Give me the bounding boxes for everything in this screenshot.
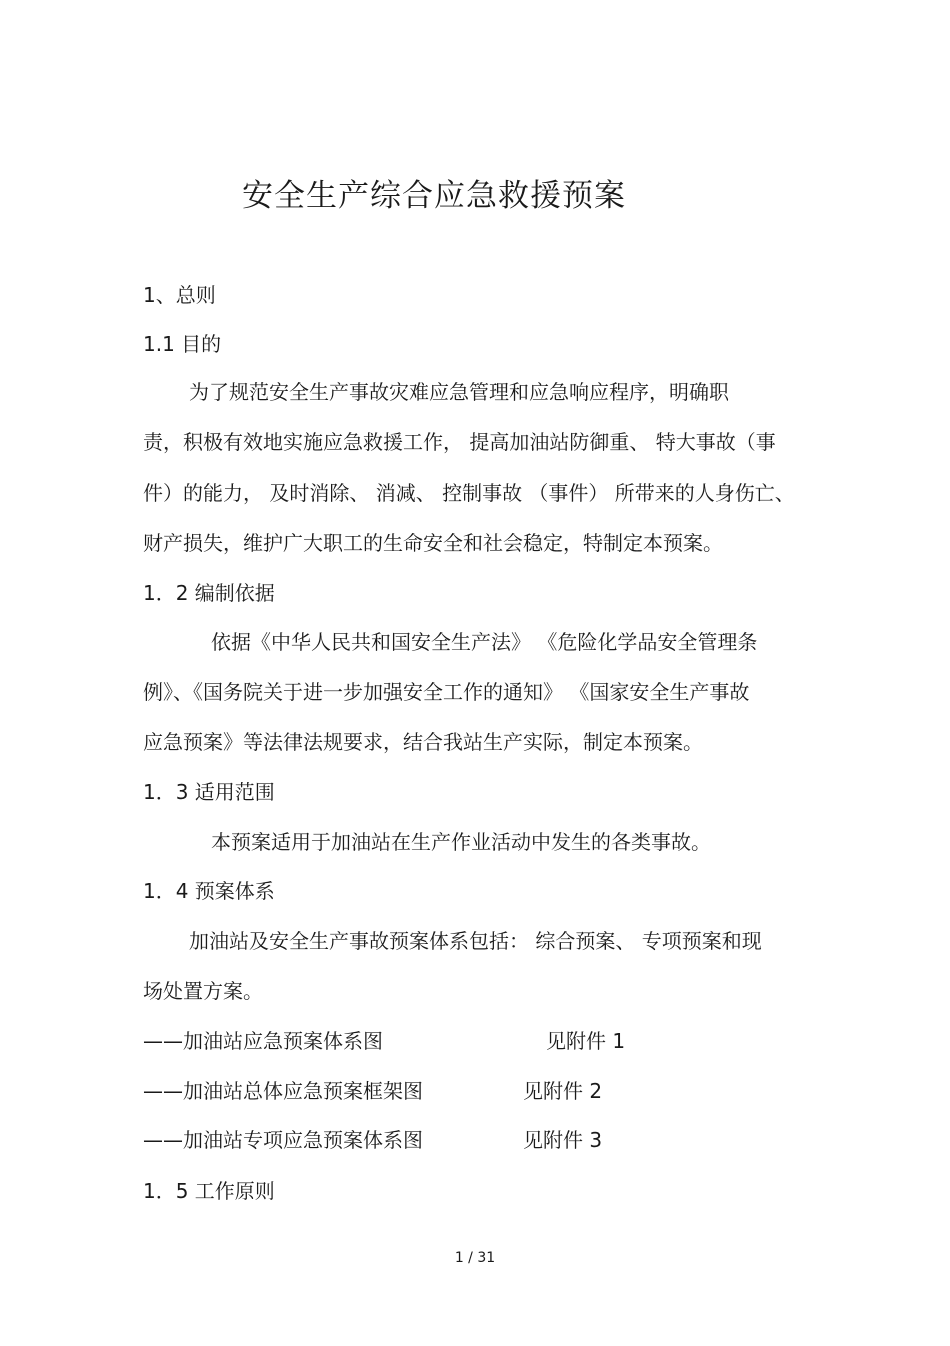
paragraph-line: 依据《中华人民共和国安全生产法》 《危险化学品安全管理条 xyxy=(211,630,758,654)
section-heading-scope: 1．3 适用范围 xyxy=(143,780,275,804)
paragraph-line: 应急预案》等法律法规要求，结合我站生产实际，制定本预案。 xyxy=(143,730,703,754)
document-title: 安全生产综合应急救援预案 xyxy=(242,178,626,214)
paragraph-line: 加油站及安全生产事故预案体系包括： 综合预案、 专项预案和现 xyxy=(189,929,762,953)
paragraph-line: 场处置方案。 xyxy=(143,979,263,1003)
paragraph-line: 本预案适用于加油站在生产作业活动中发生的各类事故。 xyxy=(211,830,711,854)
paragraph-line: 责，积极有效地实施应急救援工作， 提高加油站防御重、 特大事故（事 xyxy=(143,430,776,454)
attachment-ref: 见附件 1 xyxy=(546,1029,626,1053)
list-item: ——加油站应急预案体系图 xyxy=(143,1029,383,1053)
paragraph-line: 例》、《国务院关于进一步加强安全工作的通知》 《国家安全生产事故 xyxy=(143,680,750,704)
page-number: 1 / 31 xyxy=(454,1250,496,1266)
attachment-ref: 见附件 2 xyxy=(523,1079,603,1103)
section-heading-general: 1、总则 xyxy=(143,283,216,307)
section-heading-basis: 1．2 编制依据 xyxy=(143,581,275,605)
section-heading-principles: 1．5 工作原则 xyxy=(143,1179,275,1203)
paragraph-line: 财产损失，维护广大职工的生命安全和社会稳定，特制定本预案。 xyxy=(143,531,723,555)
paragraph-line: 为了规范安全生产事故灾难应急管理和应急响应程序，明确职 xyxy=(189,380,729,404)
attachment-ref: 见附件 3 xyxy=(523,1128,603,1152)
list-item: ——加油站总体应急预案框架图 xyxy=(143,1079,423,1103)
section-heading-system: 1．4 预案体系 xyxy=(143,879,275,903)
section-heading-purpose: 1.1 目的 xyxy=(143,332,222,356)
list-item: ——加油站专项应急预案体系图 xyxy=(143,1128,423,1152)
paragraph-line: 件）的能力， 及时消除、 消减、 控制事故 （事件） 所带来的人身伤亡、 xyxy=(143,481,795,505)
